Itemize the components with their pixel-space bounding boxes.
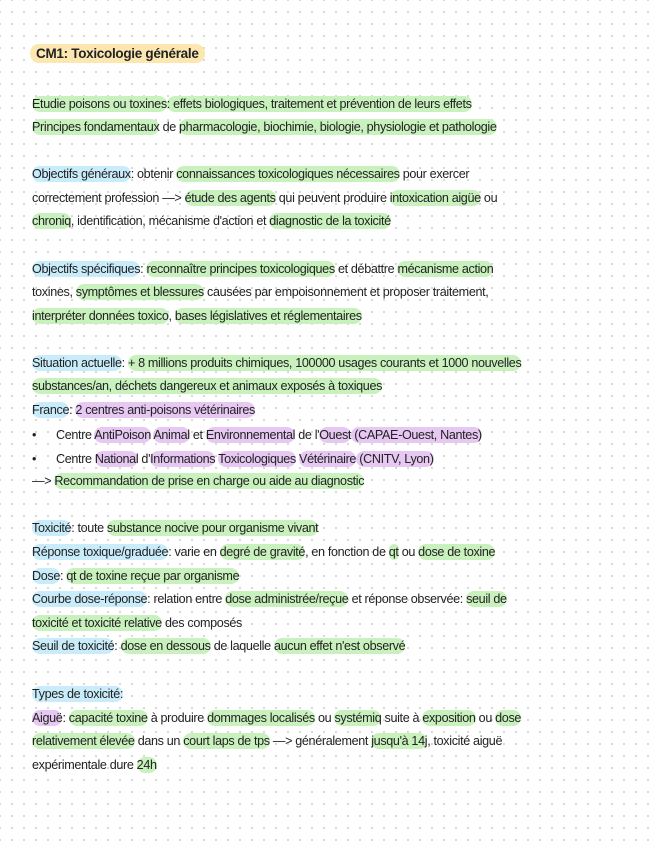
text-segment: , (168, 309, 175, 323)
highlighted-text: AntiPoison (94, 428, 151, 442)
note-line (32, 708, 521, 728)
text-segment: Centre (56, 452, 95, 466)
text-segment: —> généralement (269, 734, 372, 748)
highlighted-text: 24h (136, 758, 157, 772)
text-segment: ou (480, 191, 498, 205)
highlighted-text: court laps de tps (183, 734, 270, 748)
text-segment: : relation entre (147, 592, 226, 606)
note-line (32, 566, 239, 586)
text-segment: suite à (381, 711, 423, 725)
text-segment: , identification, mécanisme d'action et (70, 214, 270, 228)
text-segment: de (159, 120, 180, 134)
note-line (32, 731, 502, 751)
highlighted-text: Courbe dose-réponse (32, 592, 148, 606)
highlighted-text: étude des agents (184, 191, 276, 205)
highlighted-text: toxicité et toxicité relative (32, 616, 162, 630)
highlighted-text: capacité toxine (68, 711, 148, 725)
text-segment: : obtenir (130, 167, 177, 181)
text-segment: , en fonction de (305, 545, 389, 559)
highlighted-text: National (94, 452, 139, 466)
highlighted-text: Dose (32, 569, 60, 583)
note-line (32, 188, 497, 208)
highlighted-text: dose de toxine (418, 545, 496, 559)
highlighted-text: Types de toxicité: (32, 687, 124, 701)
highlighted-text: Toxicité (32, 521, 72, 535)
text-segment: causées par empoisonnement et proposer traitement, (203, 285, 489, 299)
note-line (32, 282, 488, 302)
text-segment: qui peuvent produire (275, 191, 390, 205)
text-segment: : toute (71, 521, 107, 535)
highlighted-text: diagnostic de la toxicité (269, 214, 391, 228)
highlighted-text: mécanisme action (397, 262, 494, 276)
page-title: CM1: Toxicologie générale (30, 44, 205, 63)
text-segment: : (114, 639, 121, 653)
note-line (32, 755, 157, 775)
highlighted-text: Etudie poisons ou toxines (32, 97, 167, 111)
note-line (32, 306, 362, 326)
highlighted-text: 2 centres anti-poisons vétérinaires (75, 403, 255, 417)
highlighted-text: pharmacologie, biochimie, biologie, physiologie et pathologie (179, 120, 497, 134)
highlighted-text: Vétérinaire (299, 452, 357, 466)
text-segment: —> (32, 474, 55, 488)
note-line (32, 424, 482, 444)
highlighted-text: seuil de (466, 592, 507, 606)
highlighted-text: jusqu'à 14j (371, 734, 428, 748)
highlighted-text: Seuil de toxicité (32, 639, 115, 653)
highlighted-text: Situation actuelle (32, 356, 122, 370)
note-line (32, 376, 382, 396)
text-segment: : (121, 356, 128, 370)
highlighted-text: connaissances toxicologiques nécessaires (176, 167, 400, 181)
text-segment: expérimentale dure (32, 758, 137, 772)
text-segment: ou (475, 711, 496, 725)
text-segment: de l' (295, 428, 320, 442)
text-segment: de laquelle (210, 639, 274, 653)
text-segment: et débattre (334, 262, 398, 276)
note-line (32, 542, 495, 562)
highlighted-text: Toxicologiques (218, 452, 296, 466)
highlighted-text: degré de gravité (219, 545, 306, 559)
highlighted-text: substance nocive pour organisme vivant (106, 521, 319, 535)
text-segment: Centre (56, 428, 95, 442)
note-line (32, 353, 521, 373)
text-segment: : (140, 262, 147, 276)
highlighted-text: (CAPAE-Ouest, Nantes) (351, 428, 482, 442)
note-line (32, 117, 497, 137)
highlighted-text: dose en dessous (120, 639, 211, 653)
note-line (32, 636, 405, 656)
highlighted-text: relativement élevée (32, 734, 135, 748)
text-segment: à produire (147, 711, 208, 725)
note-line (32, 589, 507, 609)
bullet-marker: • (32, 452, 37, 466)
note-line (32, 448, 434, 468)
text-segment: ou (398, 545, 419, 559)
highlighted-text: intoxication aigüe (389, 191, 481, 205)
highlighted-text: (CNITV, Lyon) (356, 452, 434, 466)
note-line (32, 613, 242, 633)
highlighted-text: systémiq (334, 711, 382, 725)
note-line (32, 94, 472, 114)
highlighted-text: dommages localisés (207, 711, 315, 725)
highlighted-text: qt de toxine reçue par organisme (66, 569, 240, 583)
note-line (32, 259, 493, 279)
highlighted-text: Informations (150, 452, 216, 466)
highlighted-text: bases législatives et réglementaires (174, 309, 362, 323)
text-segment: d' (138, 452, 151, 466)
note-line (32, 164, 469, 184)
text-segment: ou (314, 711, 335, 725)
note-line (32, 684, 123, 704)
highlighted-text: exposition (422, 711, 476, 725)
note-line (32, 211, 391, 231)
highlighted-text: symptômes et blessures (75, 285, 204, 299)
note-line (32, 400, 255, 420)
highlighted-text: reconnaître principes toxicologiques (146, 262, 335, 276)
text-segment: et (189, 428, 206, 442)
highlighted-text: Animal (153, 428, 190, 442)
highlighted-text: qt (388, 545, 399, 559)
highlighted-text: chroniq (32, 214, 71, 228)
highlighted-text: interpréter données toxico (32, 309, 169, 323)
text-segment: des composés (161, 616, 242, 630)
bullet-marker: • (32, 428, 37, 442)
highlighted-text: Objectifs généraux (32, 167, 131, 181)
text-segment: dans un (134, 734, 184, 748)
text-segment: et réponse observée: (348, 592, 467, 606)
text-segment: : (62, 711, 69, 725)
text-segment: toxines, (32, 285, 76, 299)
highlighted-text: Environnemental (205, 428, 296, 442)
text-segment: pour exercer (399, 167, 470, 181)
highlighted-text: Réponse toxique/graduée (32, 545, 169, 559)
text-segment: : (60, 569, 67, 583)
highlighted-text: France (32, 403, 70, 417)
highlighted-text: Principes fondamentaux (32, 120, 160, 134)
highlighted-text: : effets biologiques, traitement et prévention de leurs effets (166, 97, 472, 111)
highlighted-text: Ouest (319, 428, 352, 442)
note-line (32, 518, 318, 538)
highlighted-text: dose administrée/reçue (225, 592, 349, 606)
text-segment: , toxicité aiguë (427, 734, 503, 748)
note-line (32, 471, 364, 491)
highlighted-text: Objectifs spécifiques (32, 262, 141, 276)
text-segment: correctement profession —> (32, 191, 185, 205)
highlighted-text: Recommandation de prise en charge ou aide au diagnostic (54, 474, 365, 488)
highlighted-text: aucun effet n'est observé (273, 639, 406, 653)
text-segment: : varie en (168, 545, 220, 559)
highlighted-text: Aiguë (32, 711, 63, 725)
highlighted-text: substances/an, déchets dangereux et animaux exposés à toxiques (32, 379, 383, 393)
highlighted-text: + 8 millions produits chimiques, 100000 usages courants et 1000 nouvelles (127, 356, 522, 370)
text-segment: : (69, 403, 76, 417)
highlighted-text: dose (495, 711, 522, 725)
